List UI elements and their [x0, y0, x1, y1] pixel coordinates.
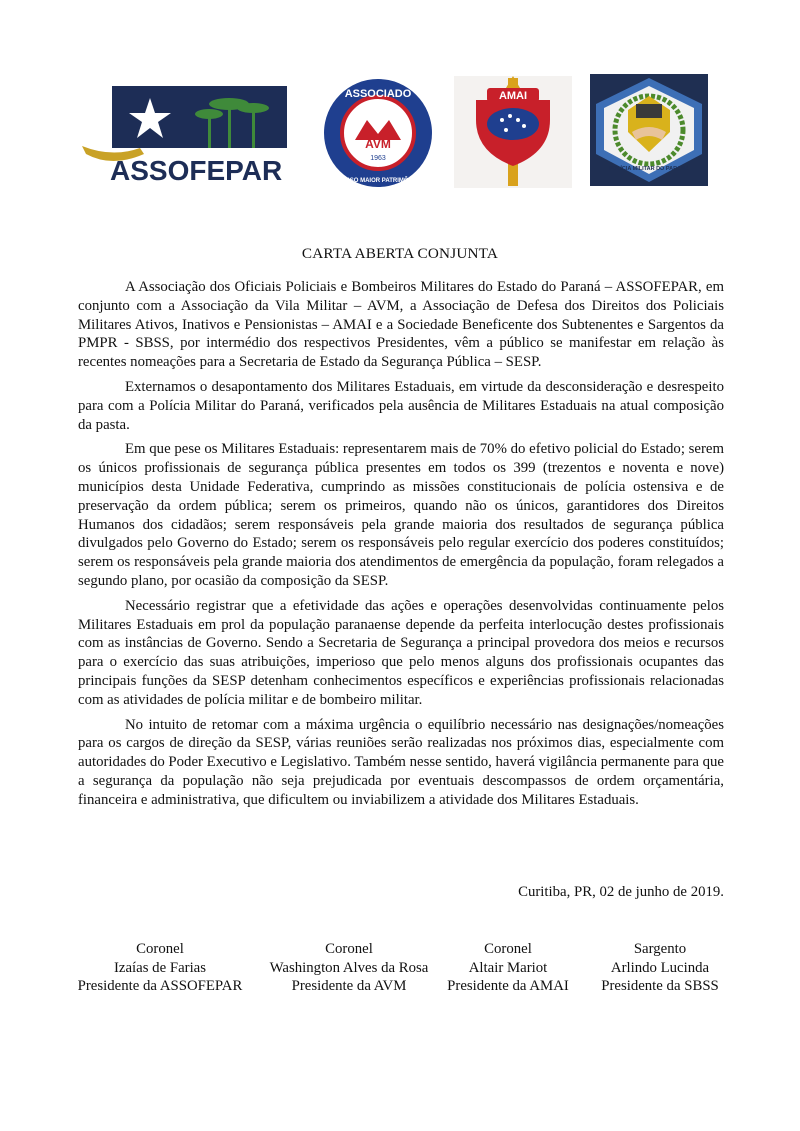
paragraph: Necessário registrar que a efetividade das ações e operações desenvolvidas continuamente pelos Militares Estaduais em prol da população paranaense depende da perfeita interlocução destes profissionais com as instâncias de Governo. Sendo a Secretaria de Segurança a principal provedora dos meios e recursos para o exercício das suas atribuições, imperioso que pelo menos alguns dos profissionais ocupantes das principais funções da SESP detenham conhecimentos específicos e experiências profissionais relacionadas com as atividades de polícia militar e de bombeiro militar. — [78, 597, 724, 708]
signatory-role: Presidente da AVM — [291, 978, 407, 995]
avm-logo — [315, 78, 441, 188]
signatory-name: Washington Alves da Rosa — [269, 959, 429, 976]
avm-bottom-text: NOSSO MAIOR PATRIMÔNIO — [336, 178, 420, 184]
signature-block — [60, 940, 740, 1000]
avm-top-text: ASSOCIADO — [344, 88, 412, 100]
avm-center-text: AVM — [365, 137, 391, 151]
signatory-role: Presidente da AMAI — [447, 978, 569, 995]
sbss-logo — [590, 74, 708, 186]
assofepar-wordmark: ASSOFEPAR — [110, 155, 283, 184]
signatory-rank: Coronel — [136, 941, 184, 957]
paragraph: Externamos o desapontamento dos Militares Estaduais, em virtude da desconsideração e desrespeito para com a Polícia Militar do Paraná, verificados pela ausência de Militares Estaduais na atual composição da pasta. — [78, 378, 724, 433]
signatory-name: Altair Mariot — [468, 959, 548, 976]
amai-text: AMAI — [498, 90, 528, 102]
letter-body — [78, 278, 724, 816]
signatory-rank: Sargento — [633, 941, 687, 957]
signatory-rank: Coronel — [325, 941, 373, 957]
signatory-role: Presidente da SBSS — [601, 978, 719, 995]
letter-title: CARTA ABERTA CONJUNTA — [301, 245, 499, 262]
assofepar-logo — [82, 86, 297, 184]
paragraph: Em que pese os Militares Estaduais: representarem mais de 70% do efetivo policial do Estado; serem os únicos profissionais de segurança pública presentes em todos os 399 (trezentos e noventa e nove) municípios desta Unidade Federativa, cumprindo as missões constitucionais de polícia ostensiva e de preservação da ordem pública; serem os primeiros, quando não os únicos, garantidores dos Direitos Humanos dos cidadãos; serem responsáveis pela grande maioria dos resultados de segurança pública divulgados pelo Governo do Estado; serem os responsáveis pelo regular exercício dos poderes constituídos; serem os responsáveis pela grande maioria dos atendimentos de emergência da população, foram relegados a segundo plano, por ocasião da composição da SESP. — [78, 441, 724, 589]
letter-date: Curitiba, PR, 02 de junho de 2019. — [518, 884, 724, 900]
signatory-name: Izaías de Farias — [113, 959, 207, 976]
signatory — [60, 940, 260, 996]
tools-icon — [636, 104, 662, 118]
avm-year: 1963 — [370, 155, 386, 162]
signatory — [590, 940, 730, 996]
amai-logo — [454, 76, 572, 188]
sbss-text: POLÍCIA MILITAR DO PARANÁ — [609, 166, 689, 172]
signatory-role: Presidente da ASSOFEPAR — [77, 978, 243, 995]
paragraph: A Associação dos Oficiais Policiais e Bombeiros Militares do Estado do Paraná – ASSOFEPAR, em conjunto com a Associação da Vila Militar – AVM, a Associação de Defesa dos Direitos dos Policiais Militares Ativos, Inativos e Pensionistas – AMAI e a Sociedade Beneficente dos Subtenentes e Sargentos da PMPR - SBSS, por intermédio dos respectivos Presidentes, vêm a público se manifestar em relação às recentes nomeações para a Secretaria de Estado da Segurança Pública – SESP. — [78, 279, 724, 371]
logo-row — [82, 74, 712, 189]
signatory-rank: Coronel — [484, 941, 532, 957]
signatory — [254, 940, 444, 996]
signatory-name: Arlindo Lucinda — [610, 959, 710, 976]
paragraph: No intuito de retomar com a máxima urgência o equilíbrio necessário nas designações/nomeações para os cargos de direção da SESP, várias reuniões serão realizadas nos próximos dias, especialmente com autoridades do Poder Executivo e Legislativo. Também nesse sentido, haverá vigilância permanente para que a segurança da população não seja prejudicada por eventuais descompassos de ordem orçamentária, financeira e administrativa, que dificultem ou inviabilizem a atividade dos Militares Estaduais. — [78, 716, 724, 808]
signatory — [438, 940, 578, 996]
